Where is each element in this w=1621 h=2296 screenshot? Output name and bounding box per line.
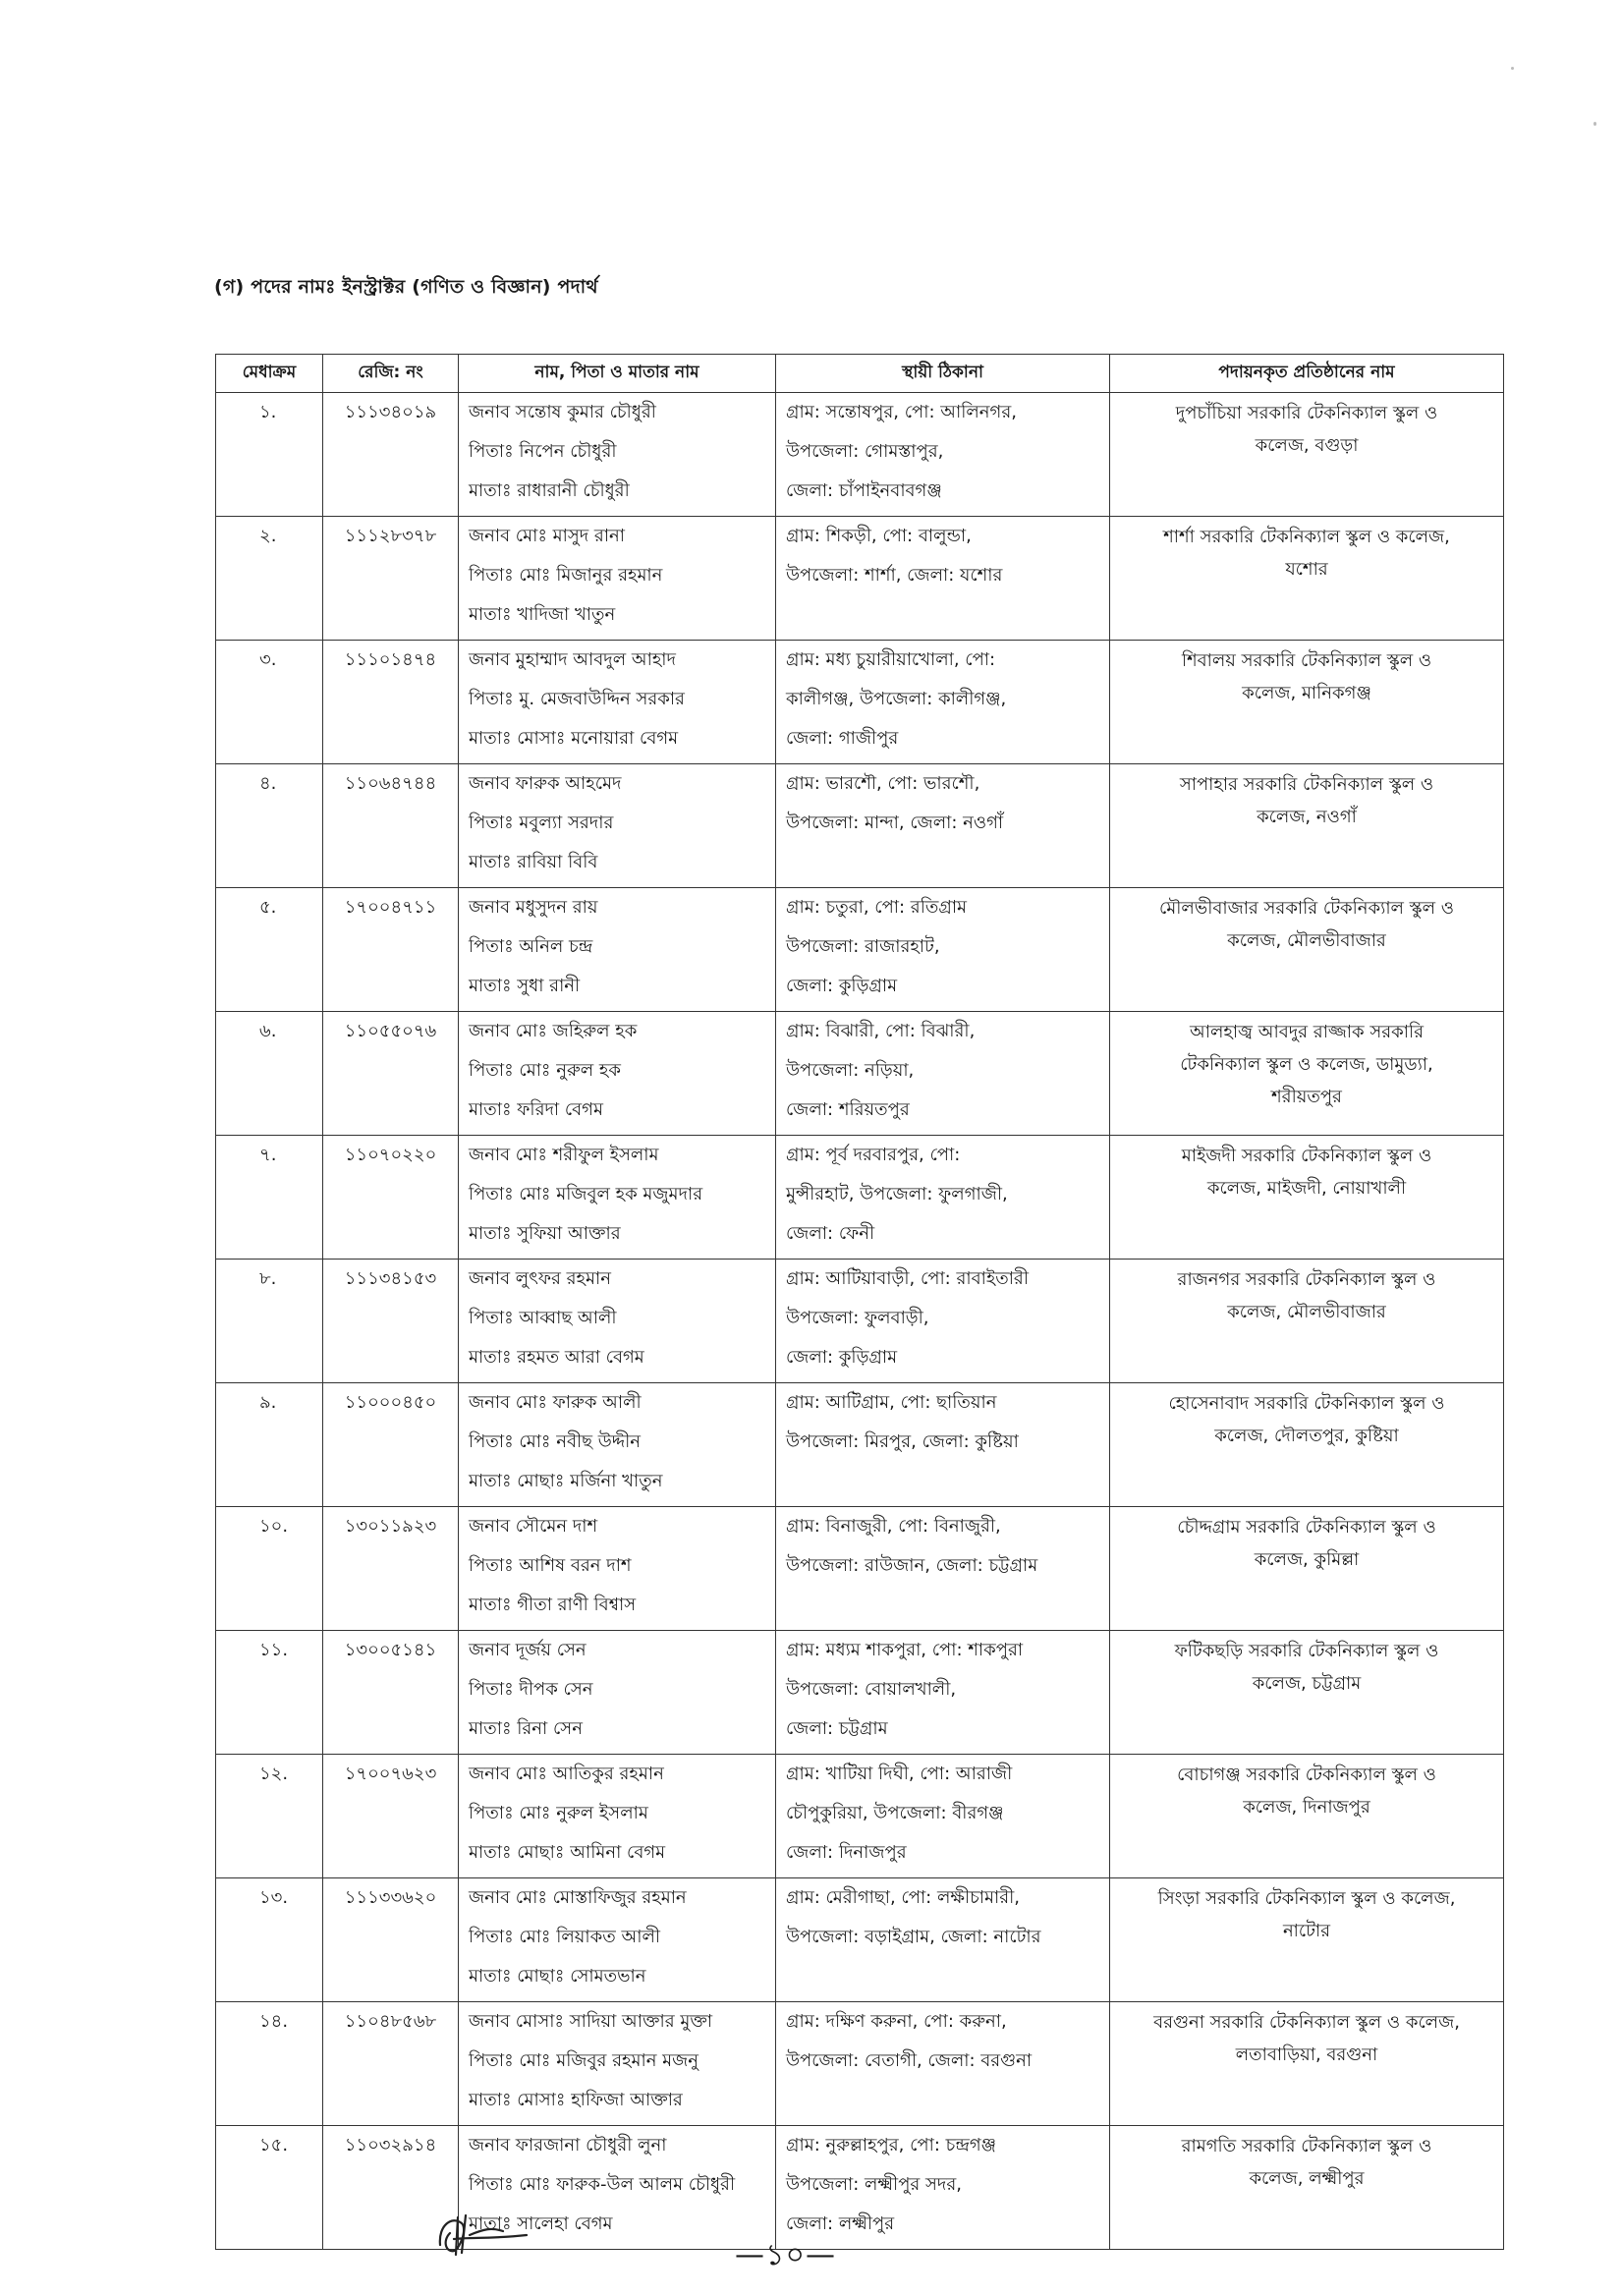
institution-cell (1110, 888, 1504, 1012)
merit-rank-cell (216, 517, 323, 641)
document-heading: (গ) পদের নামঃ ইনস্ট্রাক্টর (গণিত ও বিজ্ঞান) পদার্থ (214, 276, 598, 298)
registration-no: ১১১৩৪১৫৩ (344, 1268, 437, 1289)
names-cell (459, 2002, 776, 2126)
address-cell (776, 1631, 1110, 1755)
candidate-name: জনাব মধুসুদন রায় (469, 897, 598, 918)
mother-name: মাতাঃ মোছাঃ মর্জিনা খাতুন (469, 1471, 663, 1491)
merit-rank: ১২. (259, 1764, 289, 1784)
mother-name: মাতাঃ সালেহা বেগম (469, 2213, 613, 2234)
mother-name: মাতাঃ রাবিয়া বিবি (469, 852, 598, 872)
mother-name: মাতাঃ সুফিয়া আক্তার (469, 1223, 621, 1244)
merit-rank: ৬. (259, 1021, 277, 1041)
address-line: চৌপুকুরিয়া, উপজেলা: বীরগঞ্জ (786, 1803, 1004, 1823)
institution-line: কলেজ, মৌলভীবাজার (1227, 1302, 1386, 1322)
institution-line: কলেজ, চট্টগ্রাম (1252, 1673, 1362, 1694)
institution-line: রামগতি সরকারি টেকনিক্যাল স্কুল ও (1181, 2136, 1432, 2156)
father-name: পিতাঃ মোঃ নুরুল ইসলাম (469, 1803, 648, 1823)
mother-name: মাতাঃ গীতা রাণী বিশ্বাস (469, 1595, 637, 1615)
registration-no: ১১০৫৫০৭৬ (344, 1021, 437, 1041)
registration-no-cell (323, 1383, 459, 1507)
merit-rank: ৪. (259, 773, 277, 794)
address-cell (776, 517, 1110, 641)
institution-line: শিবালয় সরকারি টেকনিক্যাল স্কুল ও (1181, 650, 1432, 671)
merit-rank-cell (216, 1755, 323, 1878)
address-line: জেলা: চাঁপাইনবাবগঞ্জ (786, 480, 942, 501)
institution-cell (1110, 764, 1504, 888)
table-row (216, 1755, 1504, 1878)
merit-rank-cell (216, 641, 323, 764)
merit-list-table (215, 354, 1504, 2250)
institution-line: কলেজ, দৌলতপুর, কুষ্টিয়া (1214, 1426, 1399, 1446)
candidate-name: জনাব সন্তোষ কুমার চৌধুরী (469, 402, 656, 422)
registration-no: ১১০৪৮৫৬৮ (344, 2011, 437, 2032)
names-cell (459, 1755, 776, 1878)
candidate-name: জনাব লুৎফর রহমান (469, 1268, 611, 1289)
merit-rank-cell (216, 1260, 323, 1383)
institution-line: কলেজ, কুমিল্লা (1254, 1549, 1360, 1570)
names-cell (459, 641, 776, 764)
scan-speck (1511, 67, 1514, 70)
address-line: গ্রাম: মধ্য চুয়ারীয়াখোলা, পো: (786, 649, 996, 670)
father-name: পিতাঃ মু. মেজবাউদ্দিন সরকার (469, 689, 685, 709)
father-name: পিতাঃ মোঃ মজিবুর রহমান মজনু (469, 2050, 699, 2071)
address-cell (776, 1755, 1110, 1878)
institution-cell (1110, 517, 1504, 641)
institution-line: মৌলভীবাজার সরকারি টেকনিক্যাল স্কুল ও (1158, 898, 1455, 919)
merit-rank: ১০. (259, 1516, 289, 1537)
merit-rank-cell (216, 2126, 323, 2250)
institution-line: কলেজ, মানিকগঞ্জ (1242, 683, 1371, 703)
father-name: পিতাঃ মোঃ মিজানুর রহমান (469, 565, 663, 586)
column-header-posted-institution: পদায়নকৃত প্রতিষ্ঠানের নাম (1110, 355, 1504, 393)
address-line: গ্রাম: আটিগ্রাম, পো: ছাতিয়ান (786, 1392, 997, 1413)
table-row (216, 393, 1504, 517)
table-row (216, 2002, 1504, 2126)
institution-cell (1110, 1878, 1504, 2002)
institution-cell (1110, 2126, 1504, 2250)
institution-line: কলেজ, বগুড়া (1255, 435, 1359, 456)
address-cell (776, 393, 1110, 517)
table-row (216, 1136, 1504, 1260)
address-line: জেলা: দিনাজপুর (786, 1842, 907, 1863)
registration-no: ১১০৬৪৭৪৪ (344, 773, 437, 794)
registration-no-cell (323, 1878, 459, 2002)
father-name: পিতাঃ মোঃ মজিবুল হক মজুমদার (469, 1184, 703, 1204)
address-line: গ্রাম: মেরীগাছা, পো: লক্ষীচামারী, (786, 1887, 1021, 1908)
column-header-permanent-address: স্থায়ী ঠিকানা (776, 355, 1110, 393)
candidate-name: জনাব দূর্জয় সেন (469, 1640, 587, 1660)
address-line: গ্রাম: সন্তোষপুর, পো: আলিনগর, (786, 402, 1017, 422)
address-line: গ্রাম: শিকড়ী, পো: বালুন্ডা, (786, 526, 972, 546)
candidate-name: জনাব সৌমেন দাশ (469, 1516, 598, 1537)
institution-line: আলহাজ্ব আবদুর রাজ্জাক সরকারি (1189, 1022, 1425, 1042)
merit-rank-cell (216, 2002, 323, 2126)
column-header-merit-rank: মেধাক্রম (216, 355, 323, 393)
address-line: উপজেলা: বেতাগী, জেলা: বরগুনা (786, 2050, 1033, 2071)
column-header-names: নাম, পিতা ও মাতার নাম (459, 355, 776, 393)
address-line: উপজেলা: বোয়ালখালী, (786, 1679, 957, 1700)
address-line: জেলা: কুড়িগ্রাম (786, 976, 898, 996)
registration-no-cell (323, 1260, 459, 1383)
father-name: পিতাঃ আশিষ বরন দাশ (469, 1555, 632, 1576)
institution-cell (1110, 641, 1504, 764)
institution-line: কলেজ, মৌলভীবাজার (1227, 930, 1386, 951)
institution-cell (1110, 1136, 1504, 1260)
mother-name: মাতাঃ সুধা রানী (469, 976, 581, 996)
table-row (216, 764, 1504, 888)
merit-rank-cell (216, 1012, 323, 1136)
address-line: উপজেলা: লক্ষ্মীপুর সদর, (786, 2174, 963, 2195)
address-cell (776, 1507, 1110, 1631)
mother-name: মাতাঃ মোছাঃ সোমতভান (469, 1966, 646, 1987)
column-header-registration-no: রেজি: নং (323, 355, 459, 393)
address-cell (776, 764, 1110, 888)
registration-no-cell (323, 1631, 459, 1755)
table-header-row (216, 355, 1504, 393)
registration-no: ১১১৩৪০১৯ (344, 402, 437, 422)
table-row (216, 517, 1504, 641)
mother-name: মাতাঃ খাদিজা খাতুন (469, 604, 616, 625)
address-line: গ্রাম: খাটিয়া দিঘী, পো: আরাজী (786, 1764, 1013, 1784)
names-cell (459, 1260, 776, 1383)
institution-cell (1110, 393, 1504, 517)
address-line: উপজেলা: গোমস্তাপুর, (786, 441, 944, 462)
merit-rank-cell (216, 393, 323, 517)
mother-name: মাতাঃ ফরিদা বেগম (469, 1099, 603, 1120)
names-cell (459, 1383, 776, 1507)
merit-rank: ১১. (259, 1640, 289, 1660)
scan-speck (1593, 122, 1596, 126)
institution-cell (1110, 1383, 1504, 1507)
address-line: উপজেলা: মান্দা, জেলা: নওগাঁ (786, 812, 1004, 833)
address-cell (776, 1383, 1110, 1507)
institution-line: যশোর (1285, 559, 1328, 580)
institution-line: সিংড়া সরকারি টেকনিক্যাল স্কুল ও কলেজ, (1157, 1888, 1456, 1909)
candidate-name: জনাব মোঃ ফারুক আলী (469, 1392, 642, 1413)
address-line: জেলা: কুড়িগ্রাম (786, 1347, 898, 1368)
institution-line: কলেজ, নওগাঁ (1257, 807, 1357, 827)
institution-line: দুপচাঁচিয়া সরকারি টেকনিক্যাল স্কুল ও (1175, 403, 1438, 423)
candidate-name: জনাব ফারুক আহমেদ (469, 773, 622, 794)
merit-rank: ১৪. (259, 2011, 289, 2032)
institution-line: কলেজ, মাইজদী, নোয়াখালী (1206, 1178, 1407, 1199)
institution-line: কলেজ, দিনাজপুর (1243, 1797, 1370, 1818)
institution-line: লতাবাড়িয়া, বরগুনা (1235, 2044, 1378, 2065)
address-line: উপজেলা: বড়াইগ্রাম, জেলা: নাটোর (786, 1927, 1041, 1947)
father-name: পিতাঃ মোঃ ফারুক-উল আলম চৌধুরী (469, 2174, 736, 2195)
merit-rank-cell (216, 1631, 323, 1755)
registration-no: ১৩০১১৯২৩ (344, 1516, 437, 1537)
address-line: উপজেলা: রাউজান, জেলা: চট্টগ্রাম (786, 1555, 1038, 1576)
address-line: গ্রাম: চতুরা, পো: রতিগ্রাম (786, 897, 968, 918)
address-line: উপজেলা: নড়িয়া, (786, 1060, 915, 1081)
address-line: জেলা: লক্ষ্মীপুর (786, 2213, 895, 2234)
merit-rank: ৩. (259, 649, 277, 670)
table-row (216, 1878, 1504, 2002)
signature (432, 2206, 560, 2265)
mother-name: মাতাঃ মোসাঃ হাফিজা আক্তার (469, 2090, 683, 2110)
registration-no-cell (323, 393, 459, 517)
institution-line: নাটোর (1282, 1921, 1331, 1941)
address-cell (776, 1136, 1110, 1260)
address-line: গ্রাম: ভারশৌ, পো: ভারশৌ, (786, 773, 980, 794)
names-cell (459, 1507, 776, 1631)
merit-rank: ৫. (259, 897, 277, 918)
institution-line: হোসেনাবাদ সরকারি টেকনিক্যাল স্কুল ও (1168, 1393, 1445, 1414)
address-line: কালীগঞ্জ, উপজেলা: কালীগঞ্জ, (786, 689, 1007, 709)
address-cell (776, 641, 1110, 764)
address-line: গ্রাম: দক্ষিণ করুনা, পো: করুনা, (786, 2011, 1007, 2032)
address-line: জেলা: শরিয়তপুর (786, 1099, 910, 1120)
candidate-name: জনাব ফারজানা চৌধুরী লুনা (469, 2135, 667, 2156)
institution-cell (1110, 1507, 1504, 1631)
mother-name: মাতাঃ রাধারানী চৌধুরী (469, 480, 630, 501)
candidate-name: জনাব মোঃ মোস্তাফিজুর রহমান (469, 1887, 687, 1908)
registration-no-cell (323, 641, 459, 764)
institution-line: টেকনিক্যাল স্কুল ও কলেজ, ডামুড্যা, (1180, 1054, 1433, 1075)
address-line: গ্রাম: বিনাজুরী, পো: বিনাজুরী, (786, 1516, 1001, 1537)
candidate-name: জনাব মোঃ মাসুদ রানা (469, 526, 626, 546)
page-number: —১০— (735, 2238, 836, 2272)
institution-cell (1110, 1631, 1504, 1755)
address-cell (776, 1012, 1110, 1136)
merit-rank-cell (216, 1383, 323, 1507)
merit-rank: ৭. (259, 1145, 277, 1165)
registration-no: ১১১০১৪৭৪ (344, 649, 437, 670)
institution-line: শরীয়তপুর (1271, 1087, 1342, 1107)
registration-no: ১১১৩৩৬২০ (344, 1887, 437, 1908)
registration-no: ১৭০০৪৭১১ (344, 897, 437, 918)
father-name: পিতাঃ মোঃ নবীছ উদ্দীন (469, 1431, 642, 1452)
table-row (216, 888, 1504, 1012)
institution-line: রাজনগর সরকারি টেকনিক্যাল স্কুল ও (1177, 1269, 1436, 1290)
table-row (216, 1383, 1504, 1507)
address-line: জেলা: চট্টগ্রাম (786, 1718, 888, 1739)
names-cell (459, 1136, 776, 1260)
candidate-name: জনাব মোঃ শরীফুল ইসলাম (469, 1145, 659, 1165)
address-line: উপজেলা: রাজারহাট, (786, 936, 940, 957)
registration-no: ১৩০০৫১৪১ (344, 1640, 437, 1660)
institution-line: বোচাগঞ্জ সরকারি টেকনিক্যাল স্কুল ও (1177, 1764, 1436, 1785)
institution-cell (1110, 1260, 1504, 1383)
address-line: মুন্সীরহাট, উপজেলা: ফুলগাজী, (786, 1184, 1008, 1204)
address-cell (776, 888, 1110, 1012)
father-name: পিতাঃ দীপক সেন (469, 1679, 593, 1700)
merit-rank: ১৩. (259, 1887, 289, 1908)
registration-no: ১১০৭০২২০ (344, 1145, 437, 1165)
names-cell (459, 1012, 776, 1136)
candidate-name: জনাব মোঃ আতিকুর রহমান (469, 1764, 664, 1784)
merit-rank: ৮. (259, 1268, 277, 1289)
institution-line: বরগুনা সরকারি টেকনিক্যাল স্কুল ও কলেজ, (1153, 2012, 1460, 2033)
table-row (216, 1507, 1504, 1631)
names-cell (459, 888, 776, 1012)
institution-line: ফটিকছড়ি সরকারি টেকনিক্যাল স্কুল ও (1174, 1641, 1439, 1661)
names-cell (459, 1631, 776, 1755)
address-cell (776, 1878, 1110, 2002)
institution-line: শার্শা সরকারি টেকনিক্যাল স্কুল ও কলেজ, (1163, 527, 1450, 547)
institution-cell (1110, 1012, 1504, 1136)
mother-name: মাতাঃ রহমত আরা বেগম (469, 1347, 644, 1368)
registration-no-cell (323, 764, 459, 888)
father-name: পিতাঃ আব্বাছ আলী (469, 1308, 617, 1328)
registration-no-cell (323, 2002, 459, 2126)
address-line: গ্রাম: মধ্যম শাকপুরা, পো: শাকপুরা (786, 1640, 1024, 1660)
merit-rank-cell (216, 1136, 323, 1260)
registration-no: ১১০৩২৯১৪ (344, 2135, 437, 2156)
merit-rank-cell (216, 764, 323, 888)
address-line: জেলা: গাজীপুর (786, 728, 899, 749)
mother-name: মাতাঃ রিনা সেন (469, 1718, 583, 1739)
institution-line: মাইজদী সরকারি টেকনিক্যাল স্কুল ও (1181, 1146, 1432, 1166)
names-cell (459, 1878, 776, 2002)
registration-no: ১১১২৮৩৭৮ (344, 526, 437, 546)
merit-rank: ১. (259, 402, 277, 422)
merit-rank: ৯. (259, 1392, 277, 1413)
institution-cell (1110, 2002, 1504, 2126)
registration-no-cell (323, 517, 459, 641)
names-cell (459, 764, 776, 888)
institution-line: কলেজ, লক্ষ্মীপুর (1249, 2168, 1365, 2189)
candidate-name: জনাব মোসাঃ সাদিয়া আক্তার মুক্তা (469, 2011, 713, 2032)
merit-rank-cell (216, 1507, 323, 1631)
father-name: পিতাঃ মবুল্যা সরদার (469, 812, 614, 833)
address-line: জেলা: ফেনী (786, 1223, 875, 1244)
registration-no-cell (323, 1136, 459, 1260)
father-name: পিতাঃ মোঃ লিয়াকত আলী (469, 1927, 661, 1947)
names-cell (459, 393, 776, 517)
table-row (216, 1260, 1504, 1383)
address-cell (776, 2002, 1110, 2126)
registration-no: ১৭০০৭৬২৩ (344, 1764, 437, 1784)
mother-name: মাতাঃ মোসাঃ মনোয়ারা বেগম (469, 728, 679, 749)
institution-cell (1110, 1755, 1504, 1878)
address-line: গ্রাম: বিঝারী, পো: বিঝারী, (786, 1021, 976, 1041)
candidate-name: জনাব মুহাম্মাদ আবদুল আহাদ (469, 649, 676, 670)
address-line: গ্রাম: আটিয়াবাড়ী, পো: রাবাইতারী (786, 1268, 1029, 1289)
address-cell (776, 1260, 1110, 1383)
registration-no-cell (323, 1507, 459, 1631)
mother-name: মাতাঃ মোছাঃ আমিনা বেগম (469, 1842, 666, 1863)
address-line: উপজেলা: মিরপুর, জেলা: কুষ্টিয়া (786, 1431, 1019, 1452)
registration-no: ১১০০০৪৫০ (344, 1392, 437, 1413)
merit-rank-cell (216, 1878, 323, 2002)
address-line: উপজেলা: ফুলবাড়ী, (786, 1308, 929, 1328)
merit-rank-cell (216, 888, 323, 1012)
father-name: পিতাঃ নিপেন চৌধুরী (469, 441, 617, 462)
address-line: গ্রাম: নুরুল্লাহপুর, পো: চন্দ্রগঞ্জ (786, 2135, 997, 2156)
institution-line: সাপাহার সরকারি টেকনিক্যাল স্কুল ও (1179, 774, 1434, 795)
names-cell (459, 517, 776, 641)
registration-no-cell (323, 888, 459, 1012)
table-row (216, 1012, 1504, 1136)
table-row (216, 1631, 1504, 1755)
father-name: পিতাঃ অনিল চন্দ্র (469, 936, 593, 957)
institution-line: চৌদ্দগ্রাম সরকারি টেকনিক্যাল স্কুল ও (1177, 1517, 1436, 1538)
address-line: উপজেলা: শার্শা, জেলা: যশোর (786, 565, 1003, 586)
candidate-name: জনাব মোঃ জহিরুল হক (469, 1021, 638, 1041)
registration-no-cell (323, 1012, 459, 1136)
merit-rank: ১৫. (259, 2135, 289, 2156)
address-line: গ্রাম: পূর্ব দরবারপুর, পো: (786, 1145, 961, 1165)
table-row (216, 641, 1504, 764)
table-row (216, 2126, 1504, 2250)
registration-no-cell (323, 1755, 459, 1878)
father-name: পিতাঃ মোঃ নুরুল হক (469, 1060, 621, 1081)
merit-rank: ২. (259, 526, 277, 546)
table-body (216, 393, 1504, 2250)
